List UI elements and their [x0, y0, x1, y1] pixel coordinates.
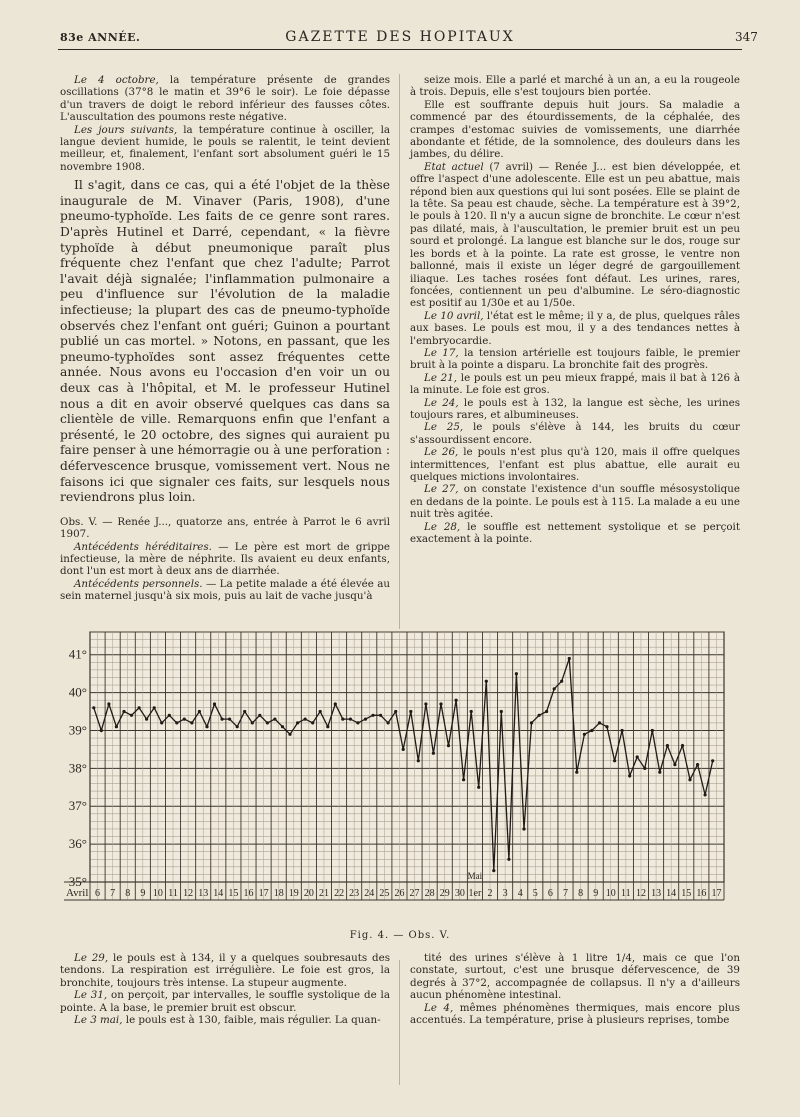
paragraph-lead: Etat actuel	[424, 160, 484, 173]
column-divider	[399, 74, 400, 629]
temperature-point	[402, 748, 405, 751]
figure-caption: Fig. 4. — Obs. V.	[349, 930, 451, 941]
x-tick-label: 7	[563, 888, 568, 899]
y-tick-label: 40°	[68, 684, 87, 700]
temperature-point	[334, 702, 337, 705]
x-tick-label: 9	[593, 888, 599, 899]
x-tick-label: 8	[578, 888, 584, 899]
paragraph	[60, 124, 390, 174]
paragraph-text: tité des urines s'élève à 1 litre 1/4, mais ce que l'on constate, surtout, c'est une brusque défervescence, de 39 degrés à 37°2, accompagnée de collapsus. Il n'y a d'ailleurs aucun phénomène intestinal.	[410, 952, 740, 1002]
temperature-point	[492, 869, 495, 872]
temperature-point	[236, 725, 239, 728]
temperature-point	[673, 763, 676, 766]
x-tick-label: 14	[213, 888, 224, 899]
page-number: 347	[735, 30, 758, 44]
paragraph	[410, 397, 740, 422]
temperature-point	[221, 718, 224, 721]
x-tick-label: 27	[409, 888, 420, 899]
paragraph-text: on perçoit, par intervalles, le souffle systolique de la pointe. A la base, le premier bruit est obscur.	[60, 989, 390, 1014]
temperature-point	[530, 721, 533, 724]
paragraph-text: le pouls est à 130, faible, mais régulier. La quan-	[122, 1014, 381, 1027]
temperature-point	[424, 702, 427, 705]
temperature-point	[153, 706, 156, 709]
temperature-point	[251, 721, 254, 724]
temperature-point	[107, 702, 110, 705]
temperature-point	[205, 725, 208, 728]
bottom-left-column	[60, 952, 390, 1026]
temperature-point	[266, 721, 269, 724]
paragraph	[410, 310, 740, 347]
paragraph	[60, 952, 390, 989]
paragraph	[410, 483, 740, 520]
temperature-point	[455, 699, 458, 702]
x-tick-label: 10	[605, 888, 616, 899]
temperature-point	[688, 778, 691, 781]
temperature-point	[213, 702, 216, 705]
temperature-point	[651, 729, 654, 732]
temperature-point	[696, 763, 699, 766]
x-tick-label: 18	[273, 888, 284, 899]
temperature-point	[288, 733, 291, 736]
temperature-point	[304, 718, 307, 721]
temperature-point	[538, 714, 541, 717]
x-tick-label: 26	[394, 888, 405, 899]
paragraph	[410, 161, 740, 310]
temperature-point	[356, 721, 359, 724]
temperature-point	[545, 710, 548, 713]
paragraph-lead: Le 25,	[424, 421, 464, 434]
paragraph-lead: Le 17,	[424, 346, 459, 359]
temperature-point	[560, 680, 563, 683]
paragraph	[410, 1002, 740, 1027]
temperature-point	[485, 680, 488, 683]
paragraph-lead: Le 21,	[424, 371, 458, 384]
temperature-point	[138, 706, 141, 709]
paragraph-text: le pouls est à 132, la langue est sèche, les urines toujours rares, et albumineuses.	[410, 396, 740, 421]
x-tick-label: 5	[532, 888, 538, 899]
temperature-point	[621, 729, 624, 732]
x-tick-label: 19	[288, 888, 299, 899]
x-tick-label: 24	[364, 888, 375, 899]
temperature-point	[439, 702, 442, 705]
x-tick-label: 21	[318, 888, 329, 899]
temperature-point	[100, 729, 103, 732]
temperature-point	[613, 759, 616, 762]
temperature-point	[92, 706, 95, 709]
temperature-point	[394, 710, 397, 713]
x-tick-label: 25	[379, 888, 390, 899]
x-tick-label: 13	[198, 888, 209, 899]
temperature-point	[666, 744, 669, 747]
temperature-point	[379, 714, 382, 717]
header-rule	[58, 49, 742, 50]
x-tick-label: 15	[228, 888, 239, 899]
y-tick-label: 39°	[68, 722, 87, 738]
temperature-point	[507, 858, 510, 861]
temperature-point	[522, 827, 525, 830]
column-divider-bottom	[399, 960, 400, 1085]
paragraph	[410, 99, 740, 161]
temperature-point	[349, 718, 352, 721]
temperature-point	[326, 725, 329, 728]
temperature-point	[432, 752, 435, 755]
x-tick-label: 1er	[468, 888, 482, 899]
x-tick-label: 10	[152, 888, 163, 899]
paragraph-lead: Le 10 avril,	[424, 309, 484, 322]
temperature-point	[130, 714, 133, 717]
temperature-point	[583, 733, 586, 736]
x-tick-label: 15	[681, 888, 692, 899]
y-tick-label: 37°	[68, 798, 87, 814]
temperature-point	[711, 759, 714, 762]
paragraph-lead: Antécédents héréditaires.	[74, 540, 212, 553]
y-tick-label: 41°	[68, 646, 87, 662]
paragraph	[60, 541, 390, 578]
temperature-point	[243, 710, 246, 713]
paragraph-lead: Le 27,	[424, 483, 459, 496]
temperature-point	[409, 710, 412, 713]
x-tick-label: 12	[635, 888, 646, 899]
paragraph	[60, 578, 390, 603]
paragraph-text: la tension artérielle est toujours faible, le premier bruit à la pointe a disparu. La bronchite fait des progrès.	[410, 346, 740, 372]
temperature-point	[258, 714, 261, 717]
paragraph-lead: Le 24,	[424, 396, 459, 409]
temperature-point	[605, 725, 608, 728]
temperature-point	[704, 793, 707, 796]
paragraph-text: le pouls est un peu mieux frappé, mais il bat à 126 à la minute. Le foie est gros.	[410, 371, 740, 397]
paragraph	[60, 178, 390, 505]
temperature-point	[198, 710, 201, 713]
paragraph-text: la température continue à osciller, la langue devient humide, le pouls se ralentit, le teint devient meilleur, et, finalement, l'enfant sort absolument guéri le 15 novembre 1908.	[60, 123, 391, 173]
temperature-point	[636, 755, 639, 758]
paragraph-text: le pouls n'est plus qu'à 120, mais il offre quelques intermittences, l'enfant est plus abattue, elle aurait eu quelques mictions involontaires.	[410, 446, 740, 483]
temperature-point	[341, 718, 344, 721]
temperature-point	[568, 657, 571, 660]
temperature-point	[590, 729, 593, 732]
x-tick-label: 16	[243, 888, 254, 899]
paragraph	[60, 74, 390, 124]
x-tick-label: 12	[183, 888, 194, 899]
x-tick-label: 6	[95, 888, 101, 899]
bottom-right-column	[410, 952, 740, 1026]
temperature-point	[447, 744, 450, 747]
temperature-point	[417, 759, 420, 762]
x-tick-label: 23	[349, 888, 360, 899]
left-column	[60, 74, 390, 603]
temperature-point	[462, 778, 465, 781]
paragraph-text: mêmes phénomènes thermiques, mais encore plus accentués. La température, prise à plusieurs reprises, tombe	[410, 1001, 741, 1027]
paragraph	[410, 372, 740, 397]
temperature-point	[628, 774, 631, 777]
y-tick-label: 38°	[68, 760, 87, 776]
month-label: Avril	[66, 887, 89, 899]
x-tick-label: 28	[424, 888, 435, 899]
paragraph-lead: Le 31,	[74, 989, 108, 1002]
paragraph-text: — La petite malade a été élevée au sein maternel jusqu'à six mois, puis au lait de vache jusqu'à	[60, 577, 390, 603]
paragraph-lead: Le 4,	[424, 1001, 454, 1014]
paragraph-text: la température présente de grandes oscillations (37°8 le matin et 39°6 le soir). Le foie dépasse d'un travers de doigt le rebord inférieur des fausses côtes. L'auscultation des poumons reste négative.	[60, 74, 390, 124]
paragraph-text: on constate l'existence d'un souffle mésosystolique en dedans de la pointe. Le pouls est à 115. La malade a eu une nuit très agitée.	[410, 483, 740, 521]
temperature-point	[477, 786, 480, 789]
x-tick-label: 13	[651, 888, 662, 899]
temperature-point	[122, 710, 125, 713]
temperature-point	[115, 725, 118, 728]
x-tick-label: 7	[110, 888, 116, 899]
paragraph	[410, 74, 740, 99]
temperature-point	[319, 710, 322, 713]
paragraph-lead: Les jours suivants,	[74, 123, 178, 136]
paragraph	[410, 952, 740, 1002]
temperature-point	[168, 714, 171, 717]
x-tick-label: 20	[303, 888, 314, 899]
temperature-point	[515, 672, 518, 675]
x-tick-label: 3	[502, 888, 508, 899]
x-tick-label: 30	[454, 888, 465, 899]
temperature-point	[160, 721, 163, 724]
paragraph-text: le pouls est à 134, il y a quelques soubresauts des tendons. La respiration est irrégulière. Le foie est gros, la bronchite, toujours très intense. La stupeur augmente.	[60, 952, 390, 989]
paragraph	[60, 516, 390, 541]
x-tick-label: 4	[517, 888, 523, 899]
paragraph-text: Obs. V. — Renée J..., quatorze ans, entrée à Parrot le 6 avril 1907.	[60, 515, 390, 541]
journal-title: GAZETTE DES HOPITAUX	[285, 29, 515, 45]
paragraph-text: seize mois. Elle a parlé et marché à un an, a eu la rougeole à trois. Depuis, elle s'est toujours bien portée.	[410, 74, 740, 99]
paragraph-text: Il s'agit, dans ce cas, qui a été l'objet de la thèse inaugurale de M. Vinaver (Paris, 1908), d'une pneumo-typhoïde. Les faits de ce genre sont rares. D'après Hutinel et Darré, cependant, « la fièvre typhoïde à début pneumonique paraît plus fréquente chez l'enfant que chez l'adulte; Parrot l'avait déjà signalée; l'inflammation pulmonaire a peu d'influence sur l'évolution de la maladie infectieuse; la plupart des cas de pneumo-typhoïde observés chez l'enfant ont guéri; Guinon a pourtant publié un cas mortel. » Notons, en passant, que les pneumo-typhoïdes sont assez fréquentes cette année. Nous avons eu l'occasion d'en voir un ou deux cas à l'hôpital, et M. le professeur Hutinel nous a dit en avoir observé quelques cas dans sa clientèle de ville. Remarquons enfin que l'enfant a présenté, le 20 octobre, des signes qui auraient pu faire penser à une hémorragie ou à une perforation : défervescence brusque, vomissement vert. Nous ne faisons ici que signaler ces faits, sur lesquels nous reviendrons plus loin.	[60, 178, 390, 505]
temperature-point	[575, 771, 578, 774]
paragraph-lead: Antécédents personnels.	[74, 577, 203, 590]
x-tick-label: 17	[258, 888, 269, 899]
paragraph-lead: Le 29,	[74, 952, 109, 964]
paragraph	[410, 421, 740, 446]
x-tick-label: 6	[547, 888, 553, 899]
x-tick-label: 9	[140, 888, 146, 899]
paragraph-lead: Le 3 mai,	[74, 1014, 123, 1027]
x-tick-label: 2	[487, 888, 493, 899]
paragraph	[60, 1014, 390, 1026]
temperature-point	[364, 718, 367, 721]
paragraph	[410, 347, 740, 372]
temperature-point	[470, 710, 473, 713]
paragraph-lead: Le 28,	[424, 520, 461, 533]
temperature-point	[387, 721, 390, 724]
x-tick-label: 14	[666, 888, 677, 899]
temperature-point	[371, 714, 374, 717]
temperature-point	[311, 721, 314, 724]
temperature-point	[658, 771, 661, 774]
temperature-chart	[64, 620, 744, 917]
x-tick-label: 29	[439, 888, 450, 899]
temperature-point	[681, 744, 684, 747]
temperature-point	[553, 687, 556, 690]
temperature-point	[273, 718, 276, 721]
paragraph-text: (7 avril) — Renée J... est bien développée, et offre l'aspect d'une adolescente. Elle est un peu abattue, mais répond bien aux questions qui lui sont posées. Elle se plaint de la tête. Sa peau est chaude, sèche. La température est à 39°2, le pouls à 120. Il n'y a aucun signe de bronchite. Le cœur n'est pas dilaté, mais, à l'auscultation, le premier bruit est un peu sourd et prolongé. La langue est blanche sur le dos, rouge sur les bords et à la pointe. La rate est grosse, le ventre non ballonné, mais il existe un léger degré de gargouillement iliaque. Les taches rosées font défaut. Les urines, rares, foncées, contiennent un peu d'albumine. Le séro-diagnostic est positif au 1/30e et au 1/50e.	[410, 160, 740, 310]
x-tick-label: 16	[696, 888, 707, 899]
x-tick-label: 11	[168, 888, 178, 899]
paragraph-text: le souffle est nettement systolique et se perçoit exactement à la pointe.	[410, 520, 740, 546]
temperature-point	[296, 721, 299, 724]
paragraph	[60, 989, 390, 1014]
paragraph-text: l'état est le même; il y a, de plus, quelques râles aux bases. Le pouls est mou, il y a des tendances nettes à l'embryocardie.	[410, 309, 740, 347]
paragraph-text: — Le père est mort de grippe infectieuse, la mère de néphrite. Ils avaient eu deux enfants, dont l'un est mort à deux ans de diarrhée.	[60, 540, 390, 578]
temperature-point	[183, 718, 186, 721]
x-tick-label: 17	[711, 888, 722, 899]
temperature-point	[175, 721, 178, 724]
temperature-point	[281, 725, 284, 728]
paragraph	[410, 521, 740, 546]
temperature-point	[190, 721, 193, 724]
paragraph-text: Elle est souffrante depuis huit jours. Sa maladie a commencé par des étourdissements, de la céphalée, des crampes d'estomac suivies de vomissements, une diarrhée abondante et fétide, de la somnolence, des douleurs dans les jambes, du délire.	[410, 98, 740, 161]
paragraph-lead: Le 26,	[424, 446, 459, 459]
temperature-point	[145, 718, 148, 721]
temperature-point	[500, 710, 503, 713]
y-tick-label: 36°	[68, 836, 87, 852]
month-label: Mai	[467, 871, 483, 881]
x-tick-label: 8	[125, 888, 131, 899]
temperature-point	[228, 718, 231, 721]
temperature-point	[643, 767, 646, 770]
x-tick-label: 22	[334, 888, 345, 899]
header-issue: 83e ANNÉE.	[60, 31, 141, 44]
paragraph-text: le pouls s'élève à 144, les bruits du cœur s'assourdissent encore.	[410, 421, 740, 446]
right-column	[410, 74, 740, 545]
y-tick-label: 35°	[68, 874, 87, 889]
x-tick-label: 11	[621, 888, 631, 899]
paragraph	[410, 446, 740, 483]
paragraph-lead: Le 4 octobre,	[74, 74, 159, 86]
temperature-point	[598, 721, 601, 724]
